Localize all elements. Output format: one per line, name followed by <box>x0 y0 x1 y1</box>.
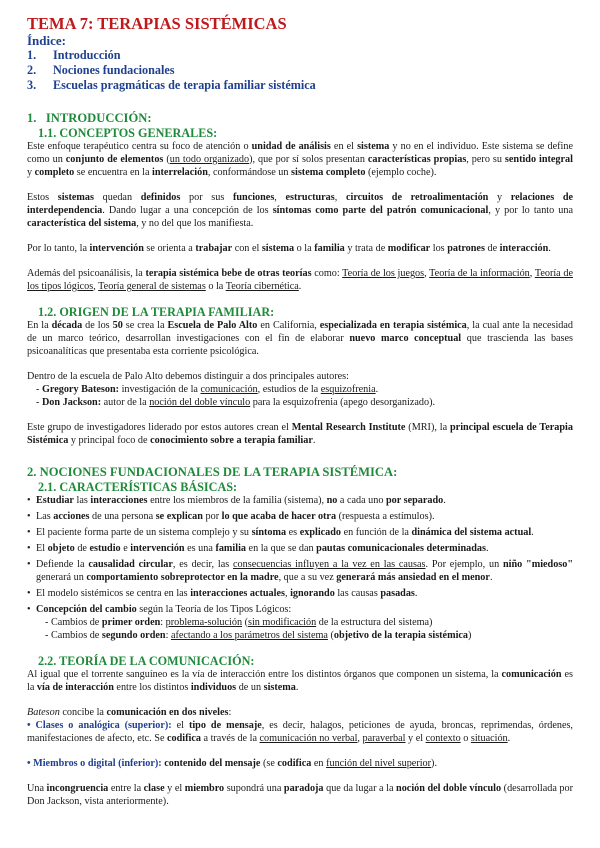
text-span: intervención <box>89 243 144 254</box>
text-span: interrelación <box>152 167 208 178</box>
bullet-icon: • <box>27 588 31 599</box>
text-span: comportamiento sobreprotector en la madre <box>86 572 279 583</box>
list-item <box>27 603 573 616</box>
text-span: situación <box>470 733 508 744</box>
text-span: dinámica del sistema actual <box>411 527 532 538</box>
text-span: segundo orden <box>101 630 166 641</box>
text-span: década <box>51 320 83 331</box>
text-span: unidad de análisis <box>251 141 331 152</box>
text-span: vía de interacción <box>36 682 114 693</box>
index-item[interactable]: 1. Introducción <box>27 48 121 62</box>
text-span: • Clases o analógica (superior): <box>27 720 172 731</box>
text-span: característica del sistema <box>27 218 137 229</box>
paragraph: Este grupo de investigadores liderado por estos autores crean el Mental Research Institute (MRI), la principal escuela de Terapia Sistémica y principal foco de conocimiento sobre a terapia familiar. <box>27 422 573 446</box>
text-span: niño "miedoso" <box>502 559 574 570</box>
text-span: lo que acaba de hacer otra <box>221 511 337 522</box>
text-span: comunicación <box>501 669 562 680</box>
text-span: primer orden <box>101 617 161 628</box>
text-span: por separado <box>386 495 444 506</box>
text-span: 50 <box>112 320 123 331</box>
text-span: estructuras <box>285 192 335 203</box>
bullet-icon: • <box>27 511 31 522</box>
text-span: Teoría de los tipos lógicos <box>27 268 573 292</box>
page-title: TEMA 7: TERAPIAS SISTÉMICAS <box>27 14 287 33</box>
change-item: - Cambios de primer orden: problema-solución (sin modificación de la estructura del sistema) <box>45 617 433 628</box>
text-span: generará más ansiedad en el menor <box>336 572 490 583</box>
paragraph: Por lo tanto, la intervención se orienta a trabajar con el sistema o la familia y trata de modificar los patrones de interacción. <box>27 243 551 254</box>
text-span: • Miembros o digital (inferior): <box>27 758 162 769</box>
section-1-2-heading: 1.2. ORIGEN DE LA TERAPIA FAMILIAR: <box>38 305 275 319</box>
list-item <box>27 526 573 539</box>
text-span: miembro <box>184 783 225 794</box>
list-item-text: Defiende la causalidad circular, es decir, las consecuencias influyen a la vez en las causas. Por ejemplo, un niño "miedoso" generará un comportamiento sobreprotector en la madre, que a su vez generará más ansiedad en el menor. <box>36 559 574 583</box>
text-span: Gregory Bateson: <box>41 384 120 395</box>
text-span: circuitos de retroalimentación <box>345 192 489 203</box>
text-span: Concepción del cambio <box>36 604 137 615</box>
bullet-icon: • <box>27 495 31 506</box>
text-span: modificar <box>387 243 431 254</box>
text-span: sistema <box>357 141 390 152</box>
text-span: paraverbal <box>362 733 406 744</box>
text-span: se explican <box>155 511 203 522</box>
text-span: codifica <box>167 733 201 744</box>
bullet-icon: • <box>27 604 31 615</box>
text-span: comunicación no verbal <box>259 733 358 744</box>
text-span: características propias <box>367 154 467 165</box>
list-item <box>27 558 573 584</box>
text-span: terapia sistémica bebe de otras teorías <box>145 268 312 279</box>
bullet-icon: • <box>27 527 31 538</box>
text-span: sistema <box>263 682 296 693</box>
paragraph: Estos sistemas quedan definidos por sus funciones, estructuras, circuitos de retroalimentación y relaciones de interdependencia. Dando lugar a una concepción de los síntomas como parte del patrón comunicacional, y por lo tanto una característica del sistema, y no del que los manifiesta. <box>27 192 574 229</box>
text-span: sistema completo <box>291 167 366 178</box>
text-span: funciones <box>232 192 275 203</box>
index-item-label: Introducción <box>53 48 121 62</box>
characteristics-list <box>27 494 573 616</box>
text-span: patrones <box>447 243 485 254</box>
list-item <box>27 510 573 523</box>
text-span: familia <box>215 543 246 554</box>
text-span: relaciones de interdependencia <box>27 192 574 216</box>
text-span: Don Jackson: <box>41 397 102 408</box>
text-span: conjunto de elementos <box>65 154 164 165</box>
text-span: no <box>326 495 338 506</box>
text-span: sin modificación <box>248 617 317 628</box>
paragraph: Dentro de la escuela de Palo Alto debemos distinguir a dos principales autores: <box>27 371 349 382</box>
text-span: Estudiar <box>36 495 74 506</box>
list-item-text: El paciente forma parte de un sistema complejo y su síntoma es explicado en función de la dinámica del sistema actual. <box>36 527 534 538</box>
text-span: explicado <box>299 527 342 538</box>
text-span: función del nivel superior <box>326 758 432 769</box>
author-item: - Don Jackson: autor de la noción del doble vínculo para la esquizofrenia (apego desorganizado). <box>36 397 436 408</box>
paragraph: Además del psicoanálisis, la terapia sistémica bebe de otras teorías como: Teoría de los juegos, Teoría de la información, Teoría de los tipos lógicos, Teoría general de sistemas o la Teoría cibernética. <box>27 268 573 292</box>
text-span: especializada en terapia sistémica <box>319 320 467 331</box>
text-span: tipo de mensaje <box>188 720 262 731</box>
text-span: pautas comunicacionales determinadas <box>316 543 486 554</box>
text-span: objetivo de la terapia sistémica <box>333 630 469 641</box>
text-span: síntoma <box>251 527 287 538</box>
section-2-1-heading: 2.1. CARACTERÍSTICAS BÁSICAS: <box>38 480 238 494</box>
text-span: Teoría cibernética <box>225 281 299 292</box>
text-span: familia <box>314 243 345 254</box>
text-span: noción del doble vínculo <box>149 397 251 408</box>
index-item[interactable]: 2. Nociones fundacionales <box>27 63 175 77</box>
text-span: interacciones <box>90 495 148 506</box>
text-span: noción del doble vínculo <box>396 783 502 794</box>
list-item <box>27 587 573 600</box>
text-span: Teoría general de sistemas <box>98 281 206 292</box>
text-span: comunicación en dos niveles <box>106 707 229 718</box>
list-item-text: Estudiar las interacciones entre los miembros de la familia (sistema), no a cada uno por separado. <box>36 495 446 506</box>
text-span: contenido del mensaje <box>164 758 261 769</box>
text-span: objeto <box>47 543 75 554</box>
list-item-text: Concepción del cambio según la Teoría de los Tipos Lógicos: <box>36 604 292 615</box>
text-span: completo <box>34 167 75 178</box>
author-item: - Gregory Bateson: investigación de la comunicación, estudios de la esquizofrenia. <box>36 384 379 395</box>
text-span: intervención <box>130 543 185 554</box>
text-span: Escuela de Palo Alto <box>167 320 258 331</box>
section-1-heading: 1. INTRODUCCIÓN: <box>27 111 152 125</box>
text-span: estudio <box>89 543 121 554</box>
text-span: esquizofrenia <box>320 384 376 395</box>
text-span: Bateson <box>27 707 60 718</box>
text-span: nuevo marco conceptual <box>349 333 462 344</box>
level-item: • Miembros o digital (inferior): contenido del mensaje (se codifica en función del nivel superior). <box>27 758 437 769</box>
text-span: síntomas como parte del patrón comunicacional <box>272 205 489 216</box>
index-list <box>27 48 573 93</box>
index-heading: Índice: <box>27 33 66 48</box>
text-span: afectando a los parámetros del sistema <box>170 630 328 641</box>
paragraph: Bateson concibe la comunicación en dos niveles: <box>27 707 232 718</box>
paragraph: Al igual que el torrente sanguíneo es la vía de interacción entre los distintos órganos que componen un sistema, la comunicación es la vía de interacción entre los distintos individuos de un sistema. <box>27 669 573 693</box>
text-span: Teoría de los juegos <box>342 268 425 279</box>
text-span: individuos <box>190 682 237 693</box>
text-span: ignorando <box>290 588 335 599</box>
bullet-icon: • <box>27 543 31 554</box>
index-item-label: Escuelas pragmáticas de terapia familiar sistémica <box>53 78 316 92</box>
index-item[interactable]: 3. Escuelas pragmáticas de terapia familiar sistémica <box>27 78 316 92</box>
text-span: sentido integral <box>504 154 573 165</box>
text-span: acciones <box>53 511 90 522</box>
paragraph: Una incongruencia entre la clase y el miembro supondrá una paradoja que da lugar a la noción del doble vínculo (desarrollada por Don Jackson, vista anteriormente). <box>27 783 573 807</box>
text-span: sistema <box>261 243 295 254</box>
text-span: Mental Research Institute <box>291 422 406 433</box>
section-2-heading: 2. NOCIONES FUNDACIONALES DE LA TERAPIA SISTÉMICA: <box>27 465 398 479</box>
list-item-text: El objeto de estudio e intervención es una familia en la que se dan pautas comunicacionales determinadas. <box>36 543 489 554</box>
text-span: pasadas <box>380 588 415 599</box>
text-span: conocimiento sobre a terapia familiar <box>150 435 313 446</box>
index-item-label: Nociones fundacionales <box>53 63 175 77</box>
section-1-1-heading: 1.1. CONCEPTOS GENERALES: <box>38 126 218 140</box>
text-span: interacción <box>499 243 549 254</box>
bullet-icon: • <box>27 559 31 570</box>
text-span: contexto <box>425 733 461 744</box>
list-item-text: Las acciones de una persona se explican por lo que acaba de hacer otra (respuesta a estímulos). <box>36 511 435 522</box>
text-span: causalidad circular <box>88 559 173 570</box>
text-span: interacciones actuales <box>190 588 285 599</box>
list-item <box>27 494 573 507</box>
text-span: codifica <box>277 758 312 769</box>
list-item-text: El modelo sistémicos se centra en las interacciones actuales, ignorando las causas pasadas. <box>36 588 418 599</box>
text-span: principal escuela de Terapia Sistémica <box>27 422 573 446</box>
text-span: comunicación <box>200 384 258 395</box>
text-span: sistemas <box>57 192 94 203</box>
level-item: • Clases o analógica (superior): el tipo de mensaje, es decir, halagos, peticiones de ayuda, broncas, reprimendas, órdenes, manifestaciones de afecto, etc. Se codifica a través de la comunicación no verbal, paraverbal y el contexto o situación. <box>27 720 573 744</box>
text-span: consecuencias influyen a la vez en las causas <box>233 559 426 570</box>
text-span: trabajar <box>195 243 233 254</box>
text-span: problema-solución <box>165 617 243 628</box>
section-2-2-heading: 2.2. TEORÍA DE LA COMUNICACIÓN: <box>38 654 255 668</box>
text-span: clase <box>143 783 165 794</box>
list-item <box>27 542 573 555</box>
text-span: incongruencia <box>46 783 109 794</box>
text-span: un todo organizado <box>169 154 250 165</box>
paragraph: En la década de los 50 se crea la Escuela de Palo Alto en California, especializada en terapia sistémica, la cual ante la necesidad de un marco teórico, desarrollan investigaciones con el fin de elaborar nuevo marco conceptual que trascienda las bases psicoanalíticas que presentaba esta corriente psicológica. <box>27 320 574 357</box>
change-item: - Cambios de segundo orden: afectando a los parámetros del sistema (objetivo de la terapia sistémica) <box>45 630 472 641</box>
text-span: definidos <box>140 192 181 203</box>
paragraph: Este enfoque terapéutico centra su foco de atención o unidad de análisis en el sistema y no en el individuo. Este sistema se define como un conjunto de elementos (un todo organizado), que por sí solos presentan características propias, pero su sentido integral y completo se encuentra en la interrelación, conformándose un sistema completo (ejemplo coche). <box>27 141 573 178</box>
text-span: Teoría de la información <box>429 268 530 279</box>
text-span: paradoja <box>283 783 324 794</box>
